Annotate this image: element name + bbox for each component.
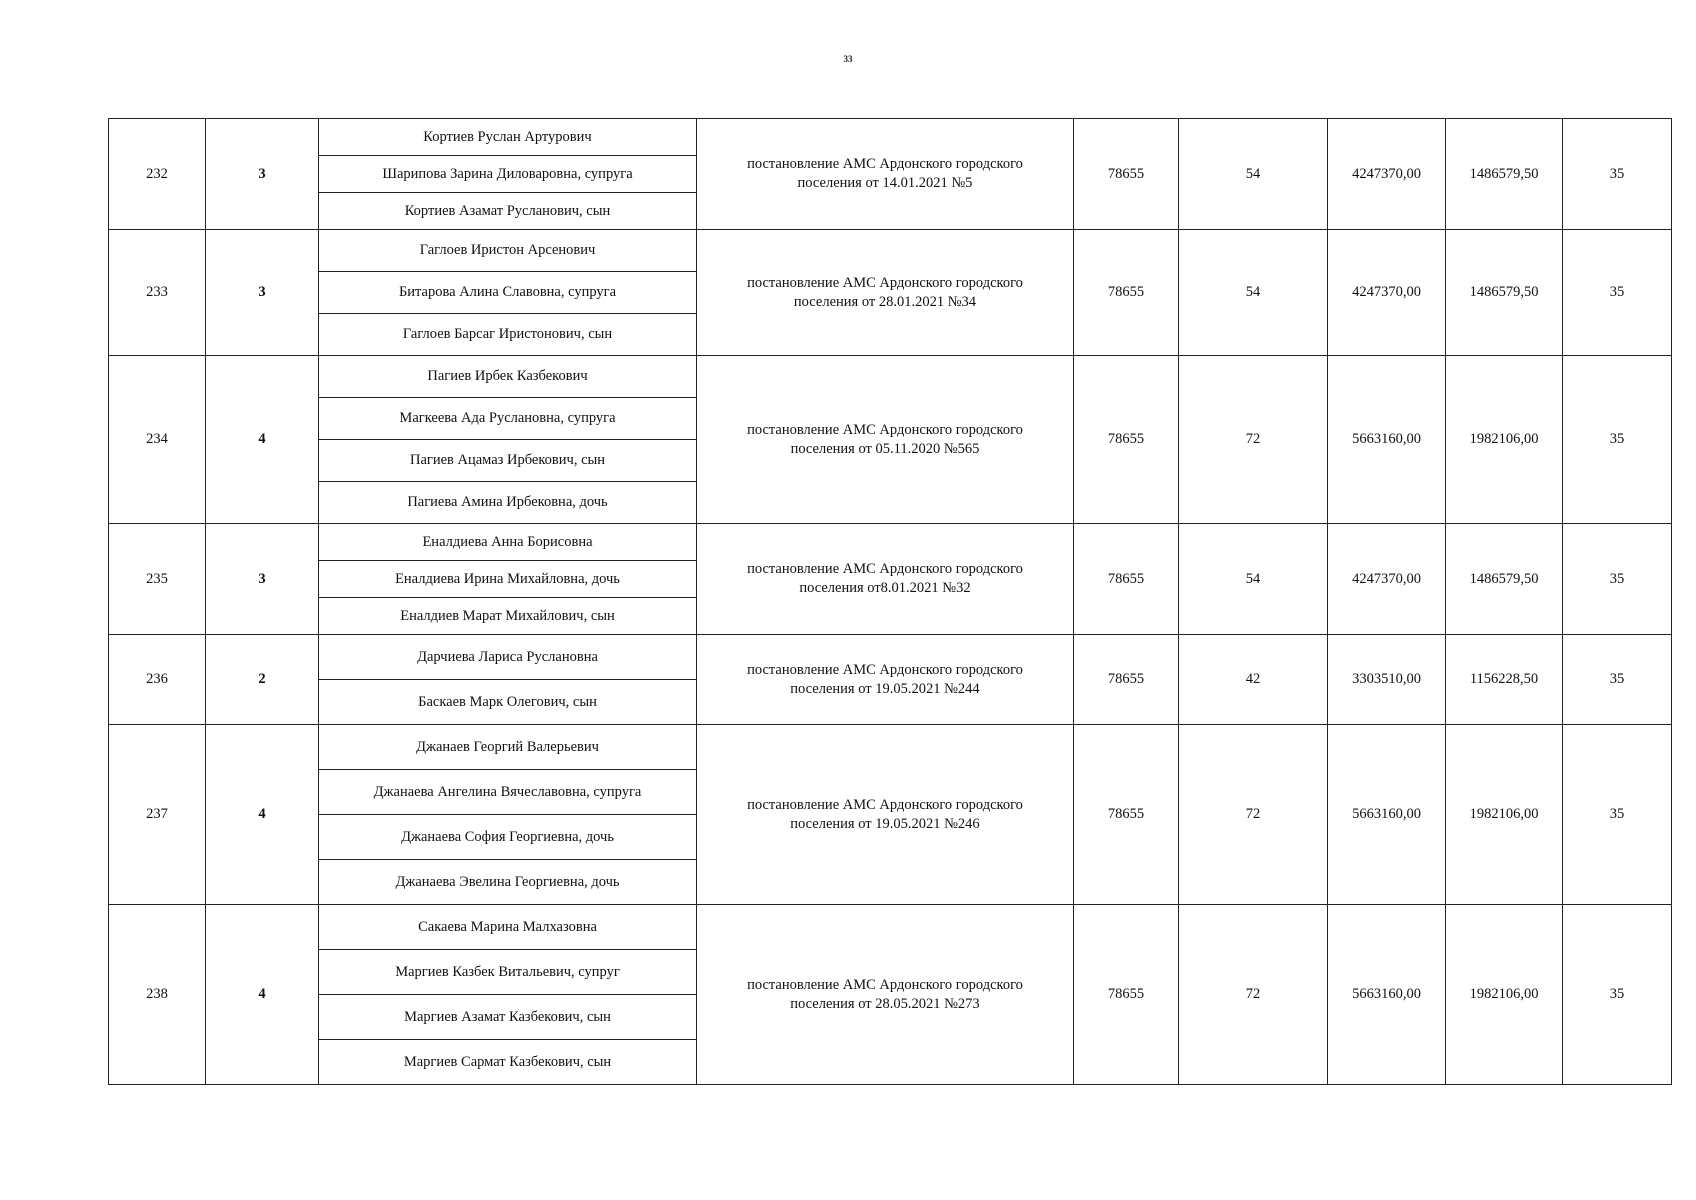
table-row	[109, 905, 1672, 950]
subsidy-amount: 1982106,00	[1446, 905, 1563, 1085]
registry-body	[109, 119, 1672, 1085]
family-size: 4	[206, 356, 319, 524]
housing-area: 54	[1179, 230, 1328, 356]
family-member: Пагиева Амина Ирбековна, дочь	[319, 482, 697, 524]
family-member: Еналдиева Анна Борисовна	[319, 524, 697, 561]
family-size: 3	[206, 230, 319, 356]
subsidy-percent: 35	[1563, 905, 1672, 1085]
subsidy-percent: 35	[1563, 635, 1672, 725]
subsidy-percent: 35	[1563, 725, 1672, 905]
resolution-text: постановление АМС Ардонского городского поселения от 05.11.2020 №565	[747, 421, 1023, 457]
estimated-cost: 3303510,00	[1328, 635, 1446, 725]
resolution-cell	[697, 119, 1074, 230]
resolution-text: постановление АМС Ардонского городского поселения от 19.05.2021 №246	[747, 796, 1023, 832]
estimated-cost: 5663160,00	[1328, 725, 1446, 905]
housing-area: 72	[1179, 356, 1328, 524]
resolution-cell	[697, 230, 1074, 356]
family-member: Кортиев Руслан Артурович	[319, 119, 697, 156]
subsidy-amount: 1486579,50	[1446, 119, 1563, 230]
family-member: Сакаева Марина Малхазовна	[319, 905, 697, 950]
resolution-text: постановление АМС Ардонского городского поселения от 19.05.2021 №244	[747, 661, 1023, 697]
housing-area: 54	[1179, 524, 1328, 635]
resolution-cell	[697, 524, 1074, 635]
family-size: 4	[206, 905, 319, 1085]
subsidy-amount: 1156228,50	[1446, 635, 1563, 725]
norm-cost-per-sqm: 78655	[1074, 230, 1179, 356]
norm-cost-per-sqm: 78655	[1074, 635, 1179, 725]
table-row	[109, 119, 1672, 156]
table-row	[109, 635, 1672, 680]
norm-cost-per-sqm: 78655	[1074, 524, 1179, 635]
estimated-cost: 4247370,00	[1328, 524, 1446, 635]
housing-area: 72	[1179, 905, 1328, 1085]
subsidy-percent: 35	[1563, 230, 1672, 356]
table-row	[109, 524, 1672, 561]
family-size: 3	[206, 119, 319, 230]
estimated-cost: 4247370,00	[1328, 230, 1446, 356]
resolution-cell	[697, 356, 1074, 524]
family-member: Шарипова Зарина Диловаровна, супруга	[319, 156, 697, 193]
resolution-text: постановление АМС Ардонского городского поселения от8.01.2021 №32	[747, 561, 1023, 596]
family-member: Джанаева Эвелина Георгиевна, дочь	[319, 860, 697, 905]
subsidy-amount: 1982106,00	[1446, 356, 1563, 524]
norm-cost-per-sqm: 78655	[1074, 725, 1179, 905]
housing-area: 42	[1179, 635, 1328, 725]
page-number: 33	[843, 54, 853, 64]
family-member: Маргиев Сармат Казбекович, сын	[319, 1040, 697, 1085]
resolution-text: постановление АМС Ардонского городского поселения от 28.05.2021 №273	[747, 976, 1023, 1012]
family-member: Пагиев Ирбек Казбекович	[319, 356, 697, 398]
record-number: 237	[109, 725, 206, 905]
table-row	[109, 230, 1672, 272]
subsidy-percent: 35	[1563, 119, 1672, 230]
record-number: 235	[109, 524, 206, 635]
family-member: Кортиев Азамат Русланович, сын	[319, 193, 697, 230]
housing-area: 72	[1179, 725, 1328, 905]
record-number: 236	[109, 635, 206, 725]
resolution-text: постановление АМС Ардонского городского поселения от 14.01.2021 №5	[747, 156, 1023, 191]
family-member: Магкеева Ада Руслановна, супруга	[319, 398, 697, 440]
resolution-cell	[697, 905, 1074, 1085]
family-size: 2	[206, 635, 319, 725]
family-member: Джанаева Ангелина Вячеславовна, супруга	[319, 770, 697, 815]
record-number: 232	[109, 119, 206, 230]
estimated-cost: 4247370,00	[1328, 119, 1446, 230]
norm-cost-per-sqm: 78655	[1074, 356, 1179, 524]
family-size: 4	[206, 725, 319, 905]
family-member: Маргиев Азамат Казбекович, сын	[319, 995, 697, 1040]
family-member: Гаглоев Иристон Арсенович	[319, 230, 697, 272]
family-member: Битарова Алина Славовна, супруга	[319, 272, 697, 314]
family-member: Гаглоев Барсаг Иристонович, сын	[319, 314, 697, 356]
estimated-cost: 5663160,00	[1328, 356, 1446, 524]
family-member: Дарчиева Лариса Руслановна	[319, 635, 697, 680]
subsidy-percent: 35	[1563, 524, 1672, 635]
subsidy-percent: 35	[1563, 356, 1672, 524]
estimated-cost: 5663160,00	[1328, 905, 1446, 1085]
resolution-cell	[697, 635, 1074, 725]
family-member: Пагиев Ацамаз Ирбекович, сын	[319, 440, 697, 482]
subsidy-amount: 1982106,00	[1446, 725, 1563, 905]
record-number: 233	[109, 230, 206, 356]
resolution-cell	[697, 725, 1074, 905]
family-member: Баскаев Марк Олегович, сын	[319, 680, 697, 725]
table-row	[109, 356, 1672, 398]
resolution-text: постановление АМС Ардонского городского поселения от 28.01.2021 №34	[747, 274, 1023, 310]
family-size: 3	[206, 524, 319, 635]
family-member: Джанаева София Георгиевна, дочь	[319, 815, 697, 860]
family-registry-table	[108, 118, 1672, 1085]
family-member: Маргиев Казбек Витальевич, супруг	[319, 950, 697, 995]
table-row	[109, 725, 1672, 770]
family-member: Еналдиева Ирина Михайловна, дочь	[319, 561, 697, 598]
family-member: Джанаев Георгий Валерьевич	[319, 725, 697, 770]
norm-cost-per-sqm: 78655	[1074, 905, 1179, 1085]
family-member: Еналдиев Марат Михайлович, сын	[319, 598, 697, 635]
norm-cost-per-sqm: 78655	[1074, 119, 1179, 230]
subsidy-amount: 1486579,50	[1446, 524, 1563, 635]
housing-area: 54	[1179, 119, 1328, 230]
record-number: 234	[109, 356, 206, 524]
record-number: 238	[109, 905, 206, 1085]
subsidy-amount: 1486579,50	[1446, 230, 1563, 356]
